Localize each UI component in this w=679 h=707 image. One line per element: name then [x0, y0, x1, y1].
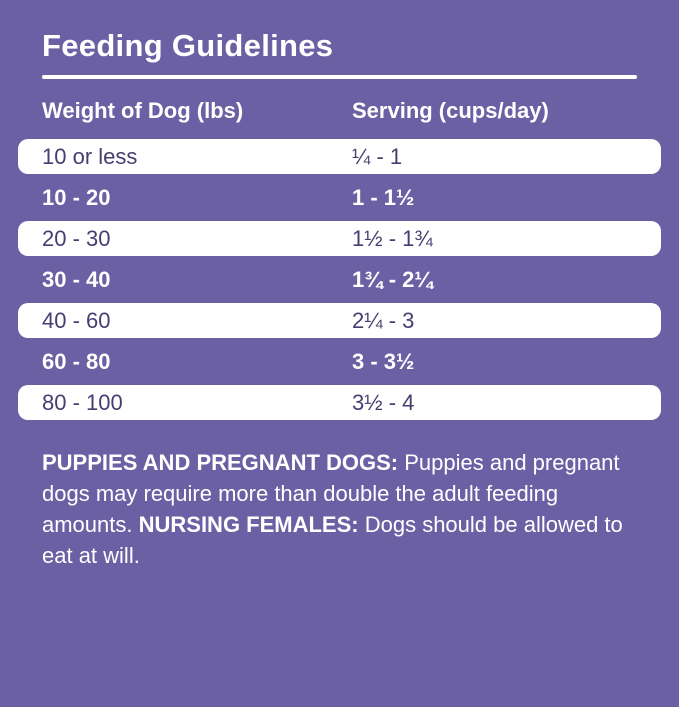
serving-cell: 3½ - 4: [352, 389, 415, 415]
weight-cell: 40 - 60: [42, 307, 111, 333]
title-divider: [42, 75, 637, 79]
table-row: [18, 303, 661, 338]
puppies-pregnant-label: PUPPIES AND PREGNANT DOGS:: [42, 450, 399, 475]
column-header-serving: Serving (cups/day): [352, 98, 549, 123]
weight-cell: 10 or less: [42, 143, 138, 169]
feeding-notes: [42, 447, 639, 571]
weight-cell: 20 - 30: [42, 225, 111, 251]
weight-cell: 60 - 80: [42, 348, 111, 374]
serving-cell: 3 - 3½: [352, 348, 415, 374]
serving-cell: 1½ - 1¾: [352, 225, 433, 251]
table-row: [18, 344, 661, 379]
table-row: [18, 262, 661, 297]
weight-cell: 80 - 100: [42, 389, 123, 415]
weight-cell: 10 - 20: [42, 184, 111, 210]
table-row: [18, 221, 661, 256]
serving-cell: 2¼ - 3: [352, 307, 415, 333]
nursing-females-text: Dogs should be allowed to eat at will.: [42, 512, 623, 568]
serving-cell: 1¾ - 2¼: [352, 266, 433, 292]
table-header-row: [42, 98, 637, 124]
serving-cell: ¼ - 1: [352, 143, 403, 169]
table-row: [18, 180, 661, 215]
puppies-pregnant-text: Puppies and pregnant dogs may require more than double the adult feeding amounts.: [42, 450, 620, 537]
column-header-weight: Weight of Dog (lbs): [42, 98, 244, 123]
page-title: Feeding Guidelines: [42, 28, 334, 63]
feeding-guidelines-panel: [0, 28, 679, 707]
nursing-females-label: NURSING FEMALES:: [138, 512, 359, 537]
table-row: [18, 385, 661, 420]
table-row: [18, 139, 661, 174]
feeding-table: [0, 139, 679, 420]
weight-cell: 30 - 40: [42, 266, 111, 292]
serving-cell: 1 - 1½: [352, 184, 415, 210]
